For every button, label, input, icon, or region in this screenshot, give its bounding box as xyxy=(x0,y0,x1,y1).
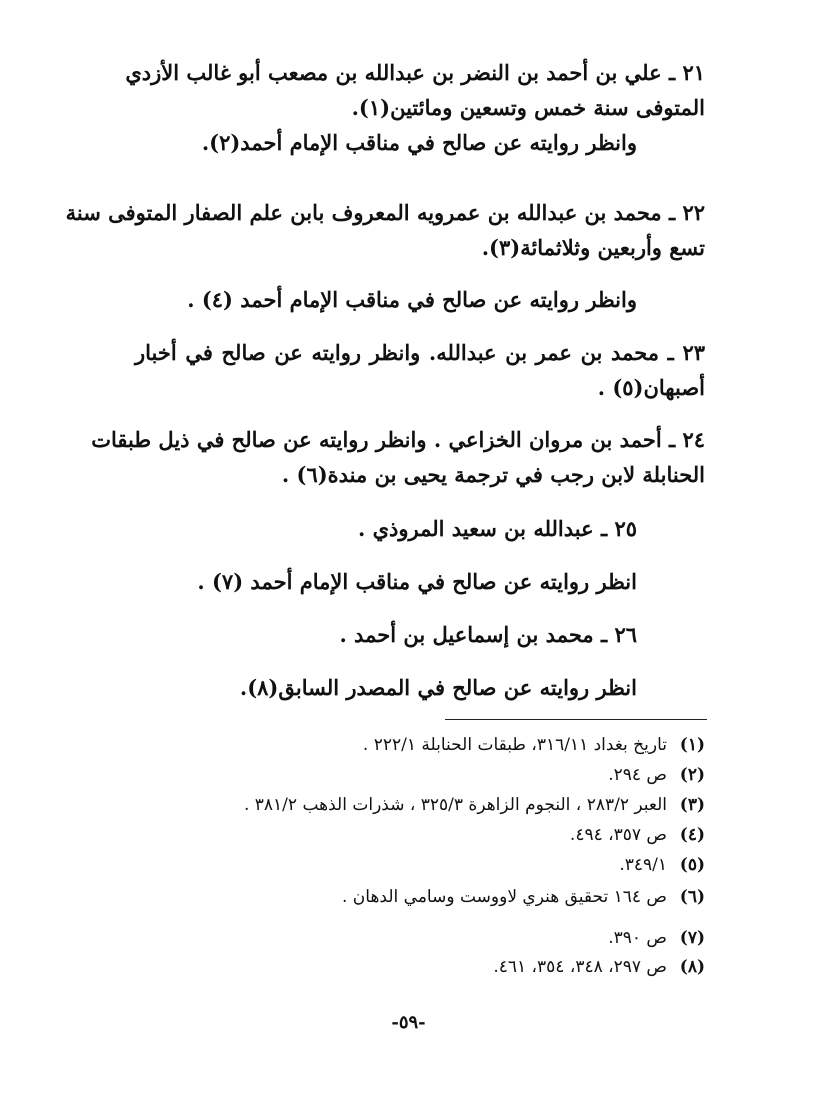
footnote-item xyxy=(125,853,705,877)
footnote-number: (٤) xyxy=(679,825,705,845)
page-number: -٥٩- xyxy=(391,1012,426,1033)
footnote-number: (٨) xyxy=(679,957,705,977)
footnote-item xyxy=(125,763,705,787)
footnote-item xyxy=(125,793,705,817)
footnote-item xyxy=(125,955,705,979)
footnote-item xyxy=(125,926,705,950)
footnote-text: العبر ٢٨٣/٢ ، النجوم الزاهرة ٣٢٥/٣ ، شذرات الذهب ٣٨١/٢ . xyxy=(243,795,667,815)
footnote-number: (٣) xyxy=(679,795,705,815)
footnote-number: (١) xyxy=(679,735,705,755)
text-line: الحنابلة لابن رجب في ترجمة يحيى بن مندة(٦) . xyxy=(281,462,705,487)
footnote-item xyxy=(125,823,705,847)
text-line: ٢٤ ـ أحمد بن مروان الخزاعي . وانظر روايته عن صالح في ذيل طبقات xyxy=(91,427,705,452)
text-line: تسع وأربعين وثلاثمائة(٣). xyxy=(481,235,705,260)
footnote-separator xyxy=(445,719,707,720)
text-line: انظر روايته عن صالح في المصدر السابق(٨). xyxy=(239,675,637,700)
text-line: ٢٦ ـ محمد بن إسماعيل بن أحمد . xyxy=(339,622,637,647)
text-line: المتوفى سنة خمس وتسعين ومائتين(١). xyxy=(351,95,705,120)
footnote-text: ص ٢٩٧، ٣٤٨، ٣٥٤، ٤٦١. xyxy=(493,957,667,977)
footnote-text: ص ٣٩٠. xyxy=(608,928,667,948)
footnote-text: ٣٤٩/١. xyxy=(619,855,667,875)
text-line: وانظر روايته عن صالح في مناقب الإمام أحمد (٤) . xyxy=(187,287,637,312)
footnote-number: (٥) xyxy=(679,855,705,875)
text-line: ٢٣ ـ محمد بن عمر بن عبدالله. وانظر روايته عن صالح في أخبار xyxy=(135,340,705,365)
footnote-text: ص ١٦٤ تحقيق هنري لاووست وسامي الدهان . xyxy=(341,887,667,907)
footnote-text: تاريخ بغداد ٣١٦/١١، طبقات الحنابلة ٢٢٢/١ . xyxy=(362,735,667,755)
footnote-text: ص ٢٩٤. xyxy=(608,765,667,785)
footnote-number: (٧) xyxy=(679,928,705,948)
text-line: ٢٥ ـ عبدالله بن سعيد المروذي . xyxy=(357,516,637,541)
footnote-number: (٢) xyxy=(679,765,705,785)
text-line: ٢١ ـ علي بن أحمد بن النضر بن عبدالله بن مصعب أبو غالب الأزدي xyxy=(125,60,705,85)
footnote-item xyxy=(125,733,705,757)
text-line: وانظر روايته عن صالح في مناقب الإمام أحمد(٢). xyxy=(201,130,637,155)
text-line: انظر روايته عن صالح في مناقب الإمام أحمد (٧) . xyxy=(197,569,637,594)
text-line: ٢٢ ـ محمد بن عبدالله بن عمرويه المعروف بابن علم الصفار المتوفى سنة xyxy=(65,200,705,225)
footnote-text: ص ٣٥٧، ٤٩٤. xyxy=(569,825,667,845)
footnote-number: (٦) xyxy=(679,887,705,907)
text-line: أصبهان(٥) . xyxy=(597,375,705,400)
footnote-item xyxy=(125,885,705,909)
